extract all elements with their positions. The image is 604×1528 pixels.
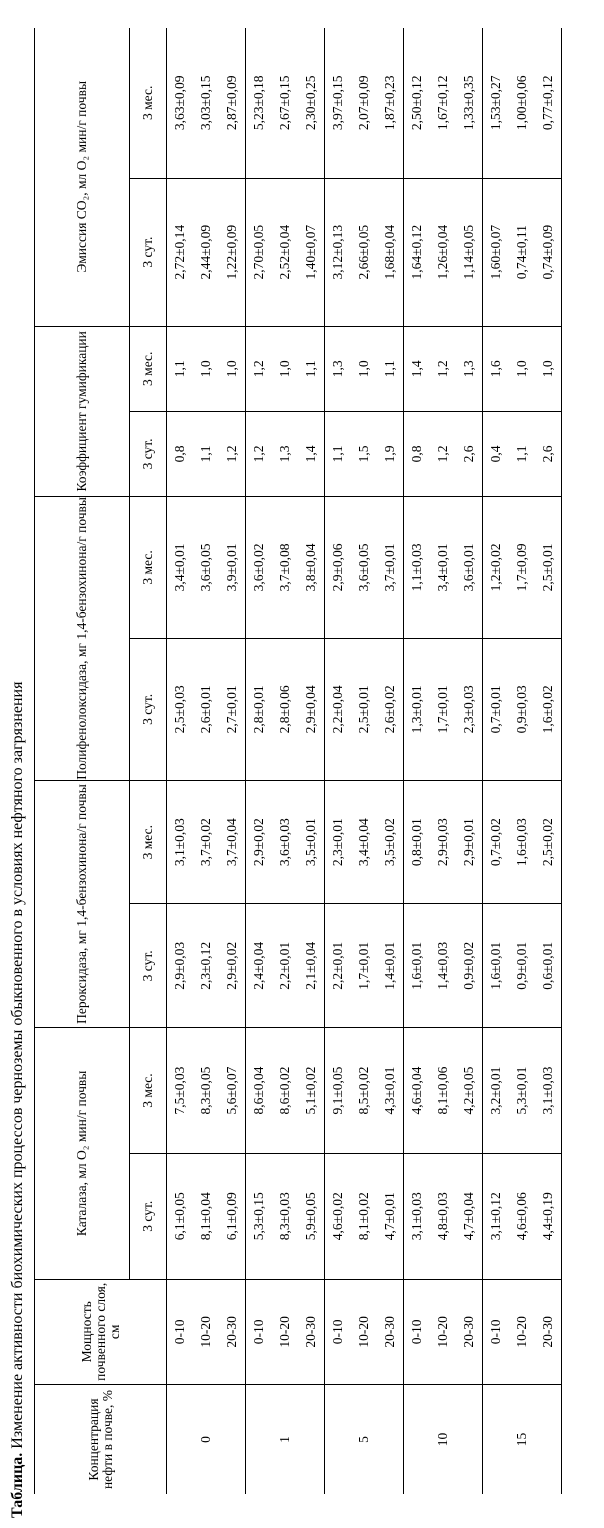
value-cell: 3,6±0,03 — [272, 780, 298, 904]
table-row — [351, 28, 377, 1494]
value-cell: 3,1±0,03 — [404, 1153, 431, 1279]
value-cell: 1,60±0,07 — [483, 178, 510, 326]
value-cell: 8,1±0,06 — [430, 1028, 456, 1154]
value-cell: 1,7±0,01 — [351, 904, 377, 1028]
layer-cell: 10-20 — [272, 1279, 298, 1384]
value-cell: 8,6±0,02 — [272, 1028, 298, 1154]
caption-text: Изменение активности биохимических процессов черноземы обыкновенного в условиях нефтяного загрязнения — [9, 681, 26, 1449]
value-cell: 1,1 — [193, 411, 219, 496]
value-cell: 1,3±0,01 — [404, 638, 431, 780]
value-cell: 1,0 — [351, 326, 377, 411]
value-cell: 3,1±0,03 — [535, 1028, 562, 1154]
value-cell: 2,9±0,02 — [246, 780, 273, 904]
value-cell: 2,3±0,01 — [325, 780, 352, 904]
value-cell: 4,7±0,04 — [456, 1153, 483, 1279]
value-cell: 5,9±0,05 — [298, 1153, 325, 1279]
value-cell: 1,26±0,04 — [430, 178, 456, 326]
value-cell: 1,0 — [193, 326, 219, 411]
value-cell: 4,6±0,06 — [509, 1153, 535, 1279]
value-cell: 2,6±0,02 — [377, 638, 404, 780]
value-cell: 1,40±0,07 — [298, 178, 325, 326]
value-cell: 1,7±0,01 — [430, 638, 456, 780]
value-cell: 1,4 — [404, 326, 431, 411]
value-cell: 3,6±0,05 — [351, 496, 377, 638]
value-cell: 2,3±0,03 — [456, 638, 483, 780]
subheader-cell: 3 сут. — [130, 178, 167, 326]
value-cell: 1,22±0,09 — [219, 178, 246, 326]
value-cell: 2,44±0,09 — [193, 178, 219, 326]
value-cell: 1,4±0,01 — [377, 904, 404, 1028]
value-cell: 3,6±0,05 — [193, 496, 219, 638]
value-cell: 2,66±0,05 — [351, 178, 377, 326]
value-cell: 5,1±0,02 — [298, 1028, 325, 1154]
table-row — [246, 28, 273, 1494]
header-layer: Мощность почвенного слоя, см — [35, 1279, 167, 1384]
table-row — [483, 28, 510, 1494]
value-cell: 1,5 — [351, 411, 377, 496]
value-cell: 1,6±0,02 — [535, 638, 562, 780]
layer-cell: 20-30 — [456, 1279, 483, 1384]
value-cell: 6,1±0,05 — [167, 1153, 194, 1279]
value-cell: 3,7±0,01 — [377, 496, 404, 638]
value-cell: 3,97±0,15 — [325, 28, 352, 178]
value-cell: 1,87±0,23 — [377, 28, 404, 178]
table-row — [219, 28, 246, 1494]
header-polyphenoloxidase: Полифенолоксидаза, мг 1,4-бензохинона/г почвы — [35, 496, 130, 780]
value-cell: 3,9±0,01 — [219, 496, 246, 638]
subheader-cell: 3 сут. — [130, 1153, 167, 1279]
value-cell: 1,0 — [509, 326, 535, 411]
value-cell: 0,74±0,11 — [509, 178, 535, 326]
layer-cell: 10-20 — [193, 1279, 219, 1384]
value-cell: 3,2±0,01 — [483, 1028, 510, 1154]
concentration-cell: 1 — [246, 1385, 325, 1494]
value-cell: 3,5±0,01 — [298, 780, 325, 904]
value-cell: 4,7±0,01 — [377, 1153, 404, 1279]
value-cell: 8,5±0,02 — [351, 1028, 377, 1154]
value-cell: 1,3 — [456, 326, 483, 411]
value-cell: 0,4 — [483, 411, 510, 496]
value-cell: 2,67±0,15 — [272, 28, 298, 178]
subheader-cell: 3 мес. — [130, 28, 167, 178]
value-cell: 3,63±0,09 — [167, 28, 194, 178]
value-cell: 1,1 — [298, 326, 325, 411]
value-cell: 1,14±0,05 — [456, 178, 483, 326]
value-cell: 2,8±0,06 — [272, 638, 298, 780]
layer-cell: 20-30 — [535, 1279, 562, 1384]
value-cell: 2,07±0,09 — [351, 28, 377, 178]
value-cell: 1,2±0,02 — [483, 496, 510, 638]
value-cell: 0,6±0,01 — [535, 904, 562, 1028]
value-cell: 1,0 — [272, 326, 298, 411]
value-cell: 3,5±0,02 — [377, 780, 404, 904]
value-cell: 1,9 — [377, 411, 404, 496]
table-caption — [8, 18, 28, 1518]
value-cell: 2,72±0,14 — [167, 178, 194, 326]
layer-cell: 0-10 — [325, 1279, 352, 1384]
value-cell: 0,8 — [404, 411, 431, 496]
value-cell: 2,5±0,03 — [167, 638, 194, 780]
value-cell: 2,6±0,01 — [193, 638, 219, 780]
value-cell: 1,2 — [246, 326, 273, 411]
value-cell: 2,50±0,12 — [404, 28, 431, 178]
value-cell: 4,3±0,01 — [377, 1028, 404, 1154]
value-cell: 8,3±0,03 — [272, 1153, 298, 1279]
table-row — [298, 28, 325, 1494]
value-cell: 2,9±0,04 — [298, 638, 325, 780]
value-cell: 3,7±0,08 — [272, 496, 298, 638]
value-cell: 3,6±0,02 — [246, 496, 273, 638]
value-cell: 3,4±0,04 — [351, 780, 377, 904]
value-cell: 2,8±0,01 — [246, 638, 273, 780]
value-cell: 4,2±0,05 — [456, 1028, 483, 1154]
value-cell: 2,9±0,03 — [430, 780, 456, 904]
value-cell: 2,30±0,25 — [298, 28, 325, 178]
value-cell: 4,6±0,04 — [404, 1028, 431, 1154]
value-cell: 7,5±0,03 — [167, 1028, 194, 1154]
table-row — [272, 28, 298, 1494]
concentration-cell: 0 — [167, 1385, 246, 1494]
value-cell: 0,74±0,09 — [535, 178, 562, 326]
value-cell: 1,6±0,01 — [404, 904, 431, 1028]
value-cell: 1,1±0,03 — [404, 496, 431, 638]
value-cell: 8,6±0,04 — [246, 1028, 273, 1154]
value-cell: 1,1 — [167, 326, 194, 411]
value-cell: 4,4±0,19 — [535, 1153, 562, 1279]
caption-label: Таблица. — [9, 1452, 26, 1518]
value-cell: 1,3 — [272, 411, 298, 496]
value-cell: 5,23±0,18 — [246, 28, 273, 178]
value-cell: 1,1 — [377, 326, 404, 411]
value-cell: 3,7±0,04 — [219, 780, 246, 904]
value-cell: 0,7±0,01 — [483, 638, 510, 780]
header-concentration: Концентрация нефти в почве, % — [35, 1385, 167, 1494]
value-cell: 1,2 — [430, 326, 456, 411]
value-cell: 3,6±0,01 — [456, 496, 483, 638]
value-cell: 2,3±0,12 — [193, 904, 219, 1028]
subheader-cell: 3 мес. — [130, 1028, 167, 1154]
value-cell: 2,4±0,04 — [246, 904, 273, 1028]
value-cell: 3,4±0,01 — [167, 496, 194, 638]
table-row — [377, 28, 404, 1494]
value-cell: 0,7±0,02 — [483, 780, 510, 904]
value-cell: 1,33±0,35 — [456, 28, 483, 178]
table-row — [325, 28, 352, 1494]
table-row — [404, 28, 431, 1494]
value-cell: 2,9±0,02 — [219, 904, 246, 1028]
layer-cell: 0-10 — [246, 1279, 273, 1384]
value-cell: 0,9±0,03 — [509, 638, 535, 780]
value-cell: 1,7±0,09 — [509, 496, 535, 638]
value-cell: 5,6±0,07 — [219, 1028, 246, 1154]
value-cell: 2,2±0,04 — [325, 638, 352, 780]
subheader-cell: 3 сут. — [130, 411, 167, 496]
value-cell: 5,3±0,15 — [246, 1153, 273, 1279]
layer-cell: 20-30 — [377, 1279, 404, 1384]
value-cell: 5,3±0,01 — [509, 1028, 535, 1154]
layer-cell: 0-10 — [167, 1279, 194, 1384]
value-cell: 2,1±0,04 — [298, 904, 325, 1028]
subheader-cell: 3 мес. — [130, 326, 167, 411]
value-cell: 3,8±0,04 — [298, 496, 325, 638]
value-cell: 2,5±0,01 — [351, 638, 377, 780]
value-cell: 2,70±0,05 — [246, 178, 273, 326]
value-cell: 1,2 — [219, 411, 246, 496]
value-cell: 2,2±0,01 — [325, 904, 352, 1028]
value-cell: 8,3±0,05 — [193, 1028, 219, 1154]
layer-cell: 10-20 — [509, 1279, 535, 1384]
layer-cell: 10-20 — [430, 1279, 456, 1384]
value-cell: 4,6±0,02 — [325, 1153, 352, 1279]
concentration-cell: 10 — [404, 1385, 483, 1494]
header-peroxidase: Пероксидаза, мг 1,4-бензохинона/г почвы — [35, 780, 130, 1027]
value-cell: 1,2 — [246, 411, 273, 496]
value-cell: 2,52±0,04 — [272, 178, 298, 326]
value-cell: 2,9±0,01 — [456, 780, 483, 904]
value-cell: 1,64±0,12 — [404, 178, 431, 326]
table-row — [456, 28, 483, 1494]
value-cell: 2,87±0,09 — [219, 28, 246, 178]
value-cell: 0,9±0,01 — [509, 904, 535, 1028]
value-cell: 6,1±0,09 — [219, 1153, 246, 1279]
value-cell: 2,9±0,03 — [167, 904, 194, 1028]
value-cell: 3,12±0,13 — [325, 178, 352, 326]
table-row — [509, 28, 535, 1494]
layer-cell: 10-20 — [351, 1279, 377, 1384]
value-cell: 1,0 — [535, 326, 562, 411]
table-body — [167, 28, 562, 1494]
value-cell: 2,6 — [535, 411, 562, 496]
header-catalase: Каталаза, мл O₂ мин/г почвы — [35, 1028, 130, 1279]
value-cell: 1,0 — [219, 326, 246, 411]
table-row — [167, 28, 194, 1494]
value-cell: 0,8 — [167, 411, 194, 496]
table-row — [535, 28, 562, 1494]
value-cell: 1,6 — [483, 326, 510, 411]
value-cell: 1,67±0,12 — [430, 28, 456, 178]
subheader-cell: 3 сут. — [130, 638, 167, 780]
value-cell: 1,6±0,03 — [509, 780, 535, 904]
value-cell: 3,7±0,02 — [193, 780, 219, 904]
value-cell: 2,5±0,02 — [535, 780, 562, 904]
header-co2-emission: Эмиссия CO₂, мл O₂ мин/г почвы — [35, 28, 130, 326]
value-cell: 2,5±0,01 — [535, 496, 562, 638]
header-humification: Коэффициент гумификации — [35, 326, 130, 496]
layer-cell: 20-30 — [219, 1279, 246, 1384]
value-cell: 1,00±0,06 — [509, 28, 535, 178]
layer-cell: 0-10 — [404, 1279, 431, 1384]
value-cell: 1,4 — [298, 411, 325, 496]
concentration-cell: 15 — [483, 1385, 562, 1494]
value-cell: 1,1 — [325, 411, 352, 496]
subheader-cell: 3 мес. — [130, 496, 167, 638]
value-cell: 3,4±0,01 — [430, 496, 456, 638]
value-cell: 0,77±0,12 — [535, 28, 562, 178]
value-cell: 1,1 — [509, 411, 535, 496]
value-cell: 1,68±0,04 — [377, 178, 404, 326]
value-cell: 8,1±0,02 — [351, 1153, 377, 1279]
subheader-cell: 3 сут. — [130, 904, 167, 1028]
value-cell: 2,9±0,06 — [325, 496, 352, 638]
concentration-cell: 5 — [325, 1385, 404, 1494]
value-cell: 8,1±0,04 — [193, 1153, 219, 1279]
value-cell: 9,1±0,05 — [325, 1028, 352, 1154]
value-cell: 0,9±0,02 — [456, 904, 483, 1028]
value-cell: 1,3 — [325, 326, 352, 411]
table-row — [430, 28, 456, 1494]
value-cell: 1,2 — [430, 411, 456, 496]
value-cell: 1,4±0,03 — [430, 904, 456, 1028]
value-cell: 3,1±0,03 — [167, 780, 194, 904]
value-cell: 2,2±0,01 — [272, 904, 298, 1028]
subheader-cell: 3 мес. — [130, 780, 167, 904]
value-cell: 4,8±0,03 — [430, 1153, 456, 1279]
layer-cell: 20-30 — [298, 1279, 325, 1384]
data-table — [34, 28, 562, 1494]
value-cell: 1,53±0,27 — [483, 28, 510, 178]
layer-cell: 0-10 — [483, 1279, 510, 1384]
value-cell: 2,7±0,01 — [219, 638, 246, 780]
value-cell: 0,8±0,01 — [404, 780, 431, 904]
value-cell: 2,6 — [456, 411, 483, 496]
value-cell: 1,6±0,01 — [483, 904, 510, 1028]
value-cell: 3,1±0,12 — [483, 1153, 510, 1279]
value-cell: 3,03±0,15 — [193, 28, 219, 178]
table-row — [193, 28, 219, 1494]
